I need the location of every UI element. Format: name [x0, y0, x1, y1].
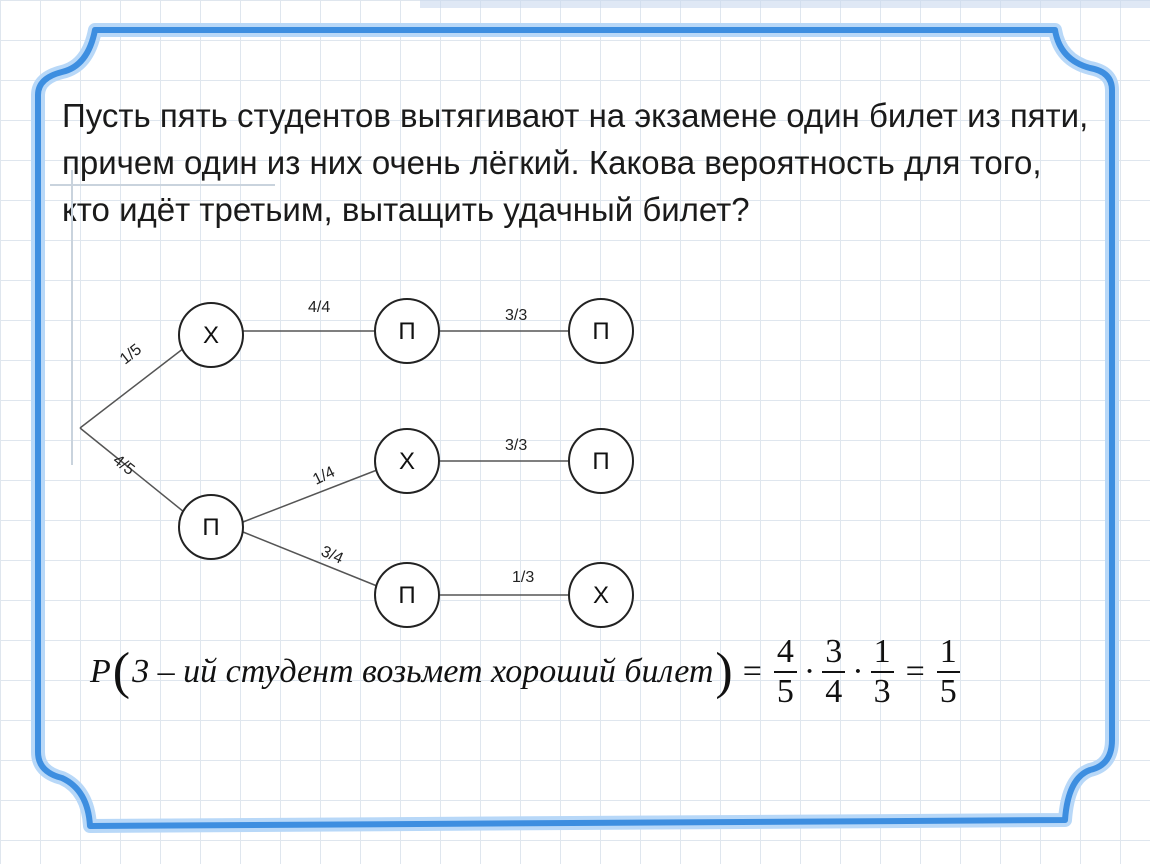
formula-right-paren: ): [715, 643, 733, 700]
node-label: Х: [202, 322, 220, 349]
node-level1-p: [179, 495, 243, 559]
edge-label-p-x: 1/4: [310, 463, 338, 489]
node-level2-p-bot: [375, 563, 439, 627]
edge-label-top-p-p: 3/3: [505, 307, 528, 324]
node-label: Х: [398, 448, 416, 475]
formula-p: P: [90, 653, 111, 690]
node-label: П: [398, 318, 416, 345]
fraction-result: [937, 633, 960, 711]
formula-equals: =: [905, 653, 925, 690]
formula-equals: =: [742, 653, 762, 690]
node-label: Х: [592, 582, 610, 609]
edge-p-x: [243, 470, 377, 522]
formula-event-text: 3 – ий студент возьмет хороший билет: [132, 653, 714, 690]
node-level3-p-mid: [569, 429, 633, 493]
node-label: П: [592, 448, 610, 475]
probability-formula: [90, 632, 964, 712]
edge-p-p: [243, 532, 377, 586]
node-level1-x: [179, 303, 243, 367]
fraction-3: [871, 633, 894, 711]
formula-dot: ·: [803, 653, 816, 690]
fraction-numerator: 1: [937, 633, 960, 673]
edge-label-root-x: 1/5: [116, 341, 145, 369]
fraction-numerator: 1: [871, 633, 894, 673]
node-level3-p-top: [569, 299, 633, 363]
fraction-denominator: 4: [825, 673, 843, 710]
node-level2-x-mid: [375, 429, 439, 493]
edge-label-root-p: 4/5: [109, 451, 138, 479]
formula-left-paren: (: [112, 643, 131, 700]
formula-dot: ·: [852, 653, 864, 690]
node-label: П: [398, 582, 416, 609]
question-text: Пусть пять студентов вытягивают на экзамене один билет из пяти, причем один из них очень лёгкий. Какова вероятность для того, кто идёт третьим, вытащить удачный билет?: [62, 97, 1089, 228]
fraction-2: [822, 633, 845, 711]
node-label: П: [202, 514, 220, 541]
fraction-denominator: 3: [873, 673, 891, 710]
node-level3-x-bot: [569, 563, 633, 627]
fraction-numerator: 3: [822, 633, 845, 673]
node-label: П: [592, 318, 610, 345]
edge-label-p-p: 3/4: [318, 543, 346, 568]
edge-label-bot-p-x: 1/3: [512, 569, 535, 586]
edge-label-x-p: 4/4: [308, 299, 331, 316]
fraction-denominator: 5: [939, 673, 957, 710]
node-level2-p-top: [375, 299, 439, 363]
fraction-1: [774, 633, 797, 711]
fraction-numerator: 4: [774, 633, 797, 673]
edge-label-mid-x-p: 3/3: [505, 437, 528, 454]
fraction-denominator: 5: [776, 673, 794, 710]
